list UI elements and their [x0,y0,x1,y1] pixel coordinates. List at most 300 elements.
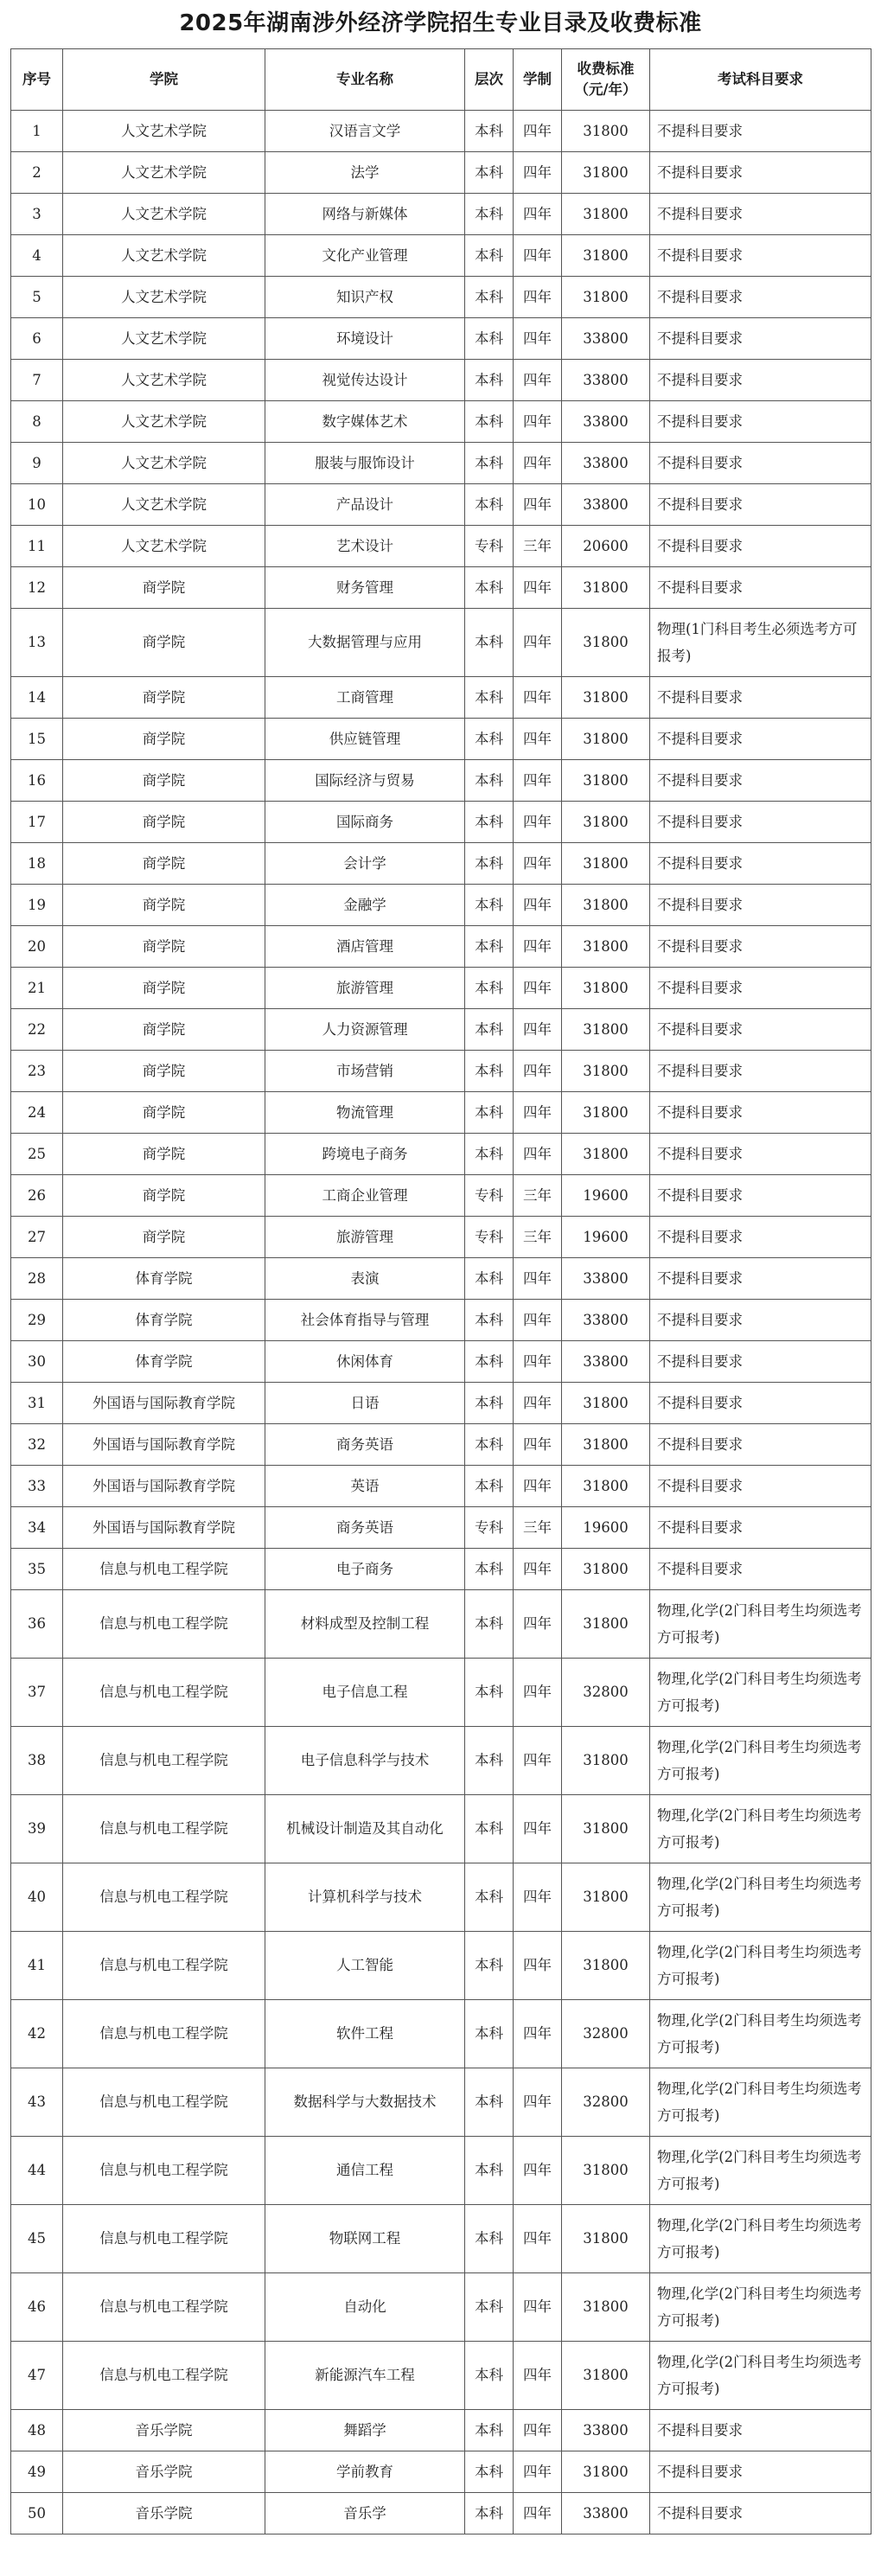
cell-major: 自动化 [265,2273,465,2342]
cell-fee: 33800 [562,1341,650,1383]
cell-major: 人工智能 [265,1932,465,2000]
cell-fee: 31800 [562,843,650,885]
cell-index: 12 [11,567,63,609]
cell-fee: 19600 [562,1217,650,1258]
table-row [11,1175,871,1217]
cell-index: 4 [11,235,63,277]
table-row [11,1424,871,1466]
cell-index: 30 [11,1341,63,1383]
cell-major: 金融学 [265,885,465,926]
table-row [11,1466,871,1507]
cell-major: 电子信息科学与技术 [265,1727,465,1795]
cell-college: 商学院 [63,1134,265,1175]
cell-duration: 四年 [514,360,562,401]
cell-index: 8 [11,401,63,443]
cell-duration: 四年 [514,2068,562,2137]
cell-major: 机械设计制造及其自动化 [265,1795,465,1863]
cell-level: 专科 [465,526,514,567]
cell-fee: 31800 [562,1383,650,1424]
table-row [11,760,871,802]
cell-college: 信息与机电工程学院 [63,1549,265,1590]
cell-duration: 四年 [514,235,562,277]
cell-requirement: 不提科目要求 [650,1051,871,1092]
cell-major: 文化产业管理 [265,235,465,277]
cell-index: 27 [11,1217,63,1258]
cell-level: 本科 [465,2137,514,2205]
cell-fee: 31800 [562,2451,650,2493]
cell-college: 人文艺术学院 [63,318,265,360]
cell-requirement: 不提科目要求 [650,360,871,401]
cell-level: 本科 [465,802,514,843]
table-row [11,2342,871,2410]
cell-college: 信息与机电工程学院 [63,1863,265,1932]
cell-major: 产品设计 [265,484,465,526]
cell-requirement: 物理,化学(2门科目考生均须选考方可报考) [650,2205,871,2273]
cell-index: 24 [11,1092,63,1134]
cell-duration: 四年 [514,152,562,194]
cell-duration: 四年 [514,1424,562,1466]
cell-college: 信息与机电工程学院 [63,1795,265,1863]
cell-level: 本科 [465,1659,514,1727]
cell-major: 旅游管理 [265,1217,465,1258]
header-major: 专业名称 [265,49,465,111]
table-row [11,719,871,760]
table-row [11,2000,871,2068]
cell-duration: 三年 [514,1217,562,1258]
cell-college: 外国语与国际教育学院 [63,1466,265,1507]
cell-major: 法学 [265,152,465,194]
cell-index: 18 [11,843,63,885]
cell-level: 本科 [465,1009,514,1051]
cell-level: 本科 [465,1932,514,2000]
cell-fee: 31800 [562,277,650,318]
cell-college: 信息与机电工程学院 [63,1727,265,1795]
cell-duration: 四年 [514,760,562,802]
cell-level: 本科 [465,843,514,885]
cell-index: 47 [11,2342,63,2410]
cell-requirement: 不提科目要求 [650,760,871,802]
cell-duration: 三年 [514,1507,562,1549]
cell-fee: 31800 [562,194,650,235]
cell-level: 本科 [465,194,514,235]
cell-major: 休闲体育 [265,1341,465,1383]
cell-duration: 四年 [514,885,562,926]
table-row [11,526,871,567]
table-row [11,1383,871,1424]
cell-college: 信息与机电工程学院 [63,2205,265,2273]
header-fee [562,49,650,111]
cell-duration: 四年 [514,1300,562,1341]
cell-requirement: 不提科目要求 [650,484,871,526]
cell-index: 10 [11,484,63,526]
cell-level: 本科 [465,1383,514,1424]
cell-level: 本科 [465,677,514,719]
cell-fee: 33800 [562,1258,650,1300]
cell-requirement: 物理,化学(2门科目考生均须选考方可报考) [650,1659,871,1727]
cell-major: 电子信息工程 [265,1659,465,1727]
cell-fee: 32800 [562,1659,650,1727]
cell-index: 35 [11,1549,63,1590]
table-row [11,111,871,152]
cell-fee: 31800 [562,719,650,760]
cell-requirement: 物理,化学(2门科目考生均须选考方可报考) [650,1932,871,2000]
cell-fee: 32800 [562,2068,650,2137]
cell-college: 信息与机电工程学院 [63,1932,265,2000]
cell-index: 26 [11,1175,63,1217]
cell-fee: 31800 [562,111,650,152]
cell-requirement: 不提科目要求 [650,194,871,235]
header-fee-line1: 收费标准 [577,61,635,77]
cell-college: 人文艺术学院 [63,277,265,318]
cell-major: 软件工程 [265,2000,465,2068]
table-row [11,1932,871,2000]
cell-fee: 33800 [562,1300,650,1341]
cell-fee: 31800 [562,968,650,1009]
cell-index: 45 [11,2205,63,2273]
cell-fee: 20600 [562,526,650,567]
cell-college: 商学院 [63,1051,265,1092]
cell-major: 汉语言文学 [265,111,465,152]
cell-fee: 31800 [562,1795,650,1863]
cell-duration: 三年 [514,1175,562,1217]
cell-index: 1 [11,111,63,152]
cell-index: 37 [11,1659,63,1727]
cell-college: 商学院 [63,1092,265,1134]
cell-college: 商学院 [63,1217,265,1258]
cell-index: 33 [11,1466,63,1507]
cell-index: 34 [11,1507,63,1549]
cell-duration: 四年 [514,318,562,360]
cell-index: 7 [11,360,63,401]
cell-major: 视觉传达设计 [265,360,465,401]
admissions-table [10,48,871,2534]
cell-college: 信息与机电工程学院 [63,2342,265,2410]
cell-duration: 四年 [514,1341,562,1383]
table-row [11,2137,871,2205]
cell-index: 25 [11,1134,63,1175]
cell-requirement: 不提科目要求 [650,318,871,360]
cell-level: 本科 [465,152,514,194]
cell-fee: 31800 [562,1932,650,2000]
cell-duration: 四年 [514,2410,562,2451]
cell-college: 外国语与国际教育学院 [63,1383,265,1424]
cell-level: 本科 [465,318,514,360]
cell-college: 人文艺术学院 [63,443,265,484]
cell-duration: 四年 [514,1590,562,1659]
cell-level: 本科 [465,968,514,1009]
cell-requirement: 不提科目要求 [650,843,871,885]
cell-major: 酒店管理 [265,926,465,968]
cell-level: 本科 [465,1092,514,1134]
table-row [11,194,871,235]
cell-level: 本科 [465,401,514,443]
cell-index: 43 [11,2068,63,2137]
cell-level: 本科 [465,2410,514,2451]
cell-index: 6 [11,318,63,360]
cell-index: 3 [11,194,63,235]
cell-fee: 31800 [562,677,650,719]
table-row [11,926,871,968]
cell-index: 20 [11,926,63,968]
cell-college: 商学院 [63,1009,265,1051]
cell-major: 国际经济与贸易 [265,760,465,802]
cell-major: 服装与服饰设计 [265,443,465,484]
cell-level: 本科 [465,1727,514,1795]
cell-duration: 四年 [514,968,562,1009]
table-row [11,1009,871,1051]
table-row [11,567,871,609]
header-duration: 学制 [514,49,562,111]
cell-index: 40 [11,1863,63,1932]
cell-level: 本科 [465,1424,514,1466]
cell-duration: 四年 [514,401,562,443]
cell-college: 信息与机电工程学院 [63,2068,265,2137]
cell-major: 舞蹈学 [265,2410,465,2451]
header-index: 序号 [11,49,63,111]
cell-index: 23 [11,1051,63,1092]
cell-duration: 四年 [514,2273,562,2342]
cell-level: 本科 [465,235,514,277]
cell-level: 本科 [465,2205,514,2273]
cell-fee: 31800 [562,802,650,843]
table-row [11,2205,871,2273]
cell-major: 财务管理 [265,567,465,609]
cell-index: 13 [11,609,63,677]
cell-fee: 19600 [562,1175,650,1217]
cell-index: 16 [11,760,63,802]
cell-index: 32 [11,1424,63,1466]
cell-duration: 四年 [514,484,562,526]
cell-index: 11 [11,526,63,567]
table-row [11,1795,871,1863]
cell-duration: 四年 [514,1549,562,1590]
cell-major: 人力资源管理 [265,1009,465,1051]
cell-college: 信息与机电工程学院 [63,1590,265,1659]
cell-major: 会计学 [265,843,465,885]
cell-major: 日语 [265,1383,465,1424]
cell-level: 本科 [465,609,514,677]
cell-major: 网络与新媒体 [265,194,465,235]
cell-index: 2 [11,152,63,194]
table-row [11,609,871,677]
cell-college: 体育学院 [63,1300,265,1341]
table-row [11,1590,871,1659]
table-row [11,318,871,360]
cell-duration: 三年 [514,526,562,567]
cell-college: 人文艺术学院 [63,360,265,401]
cell-college: 商学院 [63,1175,265,1217]
cell-fee: 31800 [562,1727,650,1795]
cell-level: 本科 [465,1863,514,1932]
table-body [11,111,871,2534]
cell-fee: 31800 [562,609,650,677]
cell-major: 跨境电子商务 [265,1134,465,1175]
cell-requirement: 不提科目要求 [650,885,871,926]
cell-level: 本科 [465,719,514,760]
table-row [11,1134,871,1175]
cell-requirement: 物理(1门科目考生必须选考方可报考) [650,609,871,677]
cell-major: 表演 [265,1258,465,1300]
cell-major: 知识产权 [265,277,465,318]
cell-requirement: 不提科目要求 [650,1092,871,1134]
cell-level: 专科 [465,1217,514,1258]
cell-major: 物流管理 [265,1092,465,1134]
cell-major: 艺术设计 [265,526,465,567]
cell-requirement: 不提科目要求 [650,443,871,484]
cell-level: 本科 [465,484,514,526]
cell-index: 9 [11,443,63,484]
cell-duration: 四年 [514,2451,562,2493]
cell-index: 36 [11,1590,63,1659]
cell-requirement: 不提科目要求 [650,1549,871,1590]
cell-requirement: 不提科目要求 [650,1300,871,1341]
cell-requirement: 物理,化学(2门科目考生均须选考方可报考) [650,2137,871,2205]
cell-duration: 四年 [514,1383,562,1424]
cell-fee: 31800 [562,760,650,802]
cell-requirement: 不提科目要求 [650,1175,871,1217]
cell-major: 社会体育指导与管理 [265,1300,465,1341]
cell-duration: 四年 [514,843,562,885]
table-row [11,802,871,843]
cell-index: 14 [11,677,63,719]
cell-fee: 33800 [562,2410,650,2451]
cell-duration: 四年 [514,1092,562,1134]
cell-level: 本科 [465,926,514,968]
cell-college: 商学院 [63,760,265,802]
cell-college: 信息与机电工程学院 [63,2000,265,2068]
table-row [11,1507,871,1549]
cell-level: 本科 [465,1795,514,1863]
table-row [11,1341,871,1383]
cell-college: 人文艺术学院 [63,235,265,277]
cell-major: 计算机科学与技术 [265,1863,465,1932]
cell-requirement: 物理,化学(2门科目考生均须选考方可报考) [650,2342,871,2410]
cell-duration: 四年 [514,1134,562,1175]
cell-requirement: 不提科目要求 [650,277,871,318]
cell-index: 31 [11,1383,63,1424]
cell-duration: 四年 [514,2205,562,2273]
cell-college: 商学院 [63,968,265,1009]
table-row [11,277,871,318]
cell-fee: 31800 [562,152,650,194]
cell-level: 本科 [465,1549,514,1590]
cell-fee: 31800 [562,567,650,609]
cell-requirement: 不提科目要求 [650,2493,871,2534]
cell-requirement: 不提科目要求 [650,1217,871,1258]
cell-index: 38 [11,1727,63,1795]
cell-level: 本科 [465,2000,514,2068]
cell-college: 商学院 [63,843,265,885]
cell-duration: 四年 [514,719,562,760]
cell-college: 商学院 [63,802,265,843]
cell-level: 专科 [465,1507,514,1549]
cell-requirement: 不提科目要求 [650,1134,871,1175]
cell-college: 音乐学院 [63,2410,265,2451]
table-row [11,2410,871,2451]
table-row [11,1092,871,1134]
cell-fee: 33800 [562,2493,650,2534]
cell-index: 49 [11,2451,63,2493]
cell-major: 工商企业管理 [265,1175,465,1217]
cell-duration: 四年 [514,567,562,609]
table-row [11,235,871,277]
table-row [11,1659,871,1727]
cell-index: 48 [11,2410,63,2451]
cell-major: 商务英语 [265,1424,465,1466]
table-row [11,443,871,484]
cell-duration: 四年 [514,926,562,968]
cell-requirement: 不提科目要求 [650,1507,871,1549]
cell-college: 音乐学院 [63,2493,265,2534]
cell-index: 50 [11,2493,63,2534]
header-level: 层次 [465,49,514,111]
cell-major: 大数据管理与应用 [265,609,465,677]
cell-level: 本科 [465,1590,514,1659]
cell-fee: 33800 [562,484,650,526]
cell-major: 工商管理 [265,677,465,719]
cell-duration: 四年 [514,194,562,235]
cell-college: 信息与机电工程学院 [63,2273,265,2342]
cell-major: 市场营销 [265,1051,465,1092]
cell-level: 本科 [465,2068,514,2137]
cell-fee: 31800 [562,1009,650,1051]
cell-duration: 四年 [514,1932,562,2000]
cell-fee: 31800 [562,235,650,277]
table-row [11,2493,871,2534]
cell-index: 41 [11,1932,63,2000]
table-row [11,968,871,1009]
cell-index: 46 [11,2273,63,2342]
cell-fee: 31800 [562,2205,650,2273]
cell-major: 英语 [265,1466,465,1507]
table-row [11,1549,871,1590]
cell-duration: 四年 [514,1659,562,1727]
cell-fee: 31800 [562,2342,650,2410]
cell-fee: 31800 [562,1134,650,1175]
cell-fee: 32800 [562,2000,650,2068]
table-row [11,1217,871,1258]
cell-requirement: 不提科目要求 [650,2410,871,2451]
cell-level: 本科 [465,1258,514,1300]
cell-college: 信息与机电工程学院 [63,1659,265,1727]
cell-requirement: 不提科目要求 [650,802,871,843]
cell-requirement: 不提科目要求 [650,526,871,567]
cell-requirement: 不提科目要求 [650,1424,871,1466]
cell-duration: 四年 [514,1863,562,1932]
cell-major: 旅游管理 [265,968,465,1009]
cell-college: 商学院 [63,567,265,609]
header-college: 学院 [63,49,265,111]
cell-major: 商务英语 [265,1507,465,1549]
cell-fee: 31800 [562,2137,650,2205]
cell-major: 国际商务 [265,802,465,843]
table-row [11,1300,871,1341]
cell-level: 本科 [465,1051,514,1092]
cell-level: 本科 [465,760,514,802]
cell-requirement: 物理,化学(2门科目考生均须选考方可报考) [650,1590,871,1659]
cell-level: 本科 [465,1300,514,1341]
cell-requirement: 不提科目要求 [650,1258,871,1300]
cell-requirement: 不提科目要求 [650,567,871,609]
cell-fee: 31800 [562,1863,650,1932]
cell-duration: 四年 [514,1258,562,1300]
cell-level: 本科 [465,1134,514,1175]
table-row [11,2451,871,2493]
admissions-table-container [10,48,871,2534]
cell-fee: 19600 [562,1507,650,1549]
cell-index: 5 [11,277,63,318]
cell-college: 商学院 [63,677,265,719]
